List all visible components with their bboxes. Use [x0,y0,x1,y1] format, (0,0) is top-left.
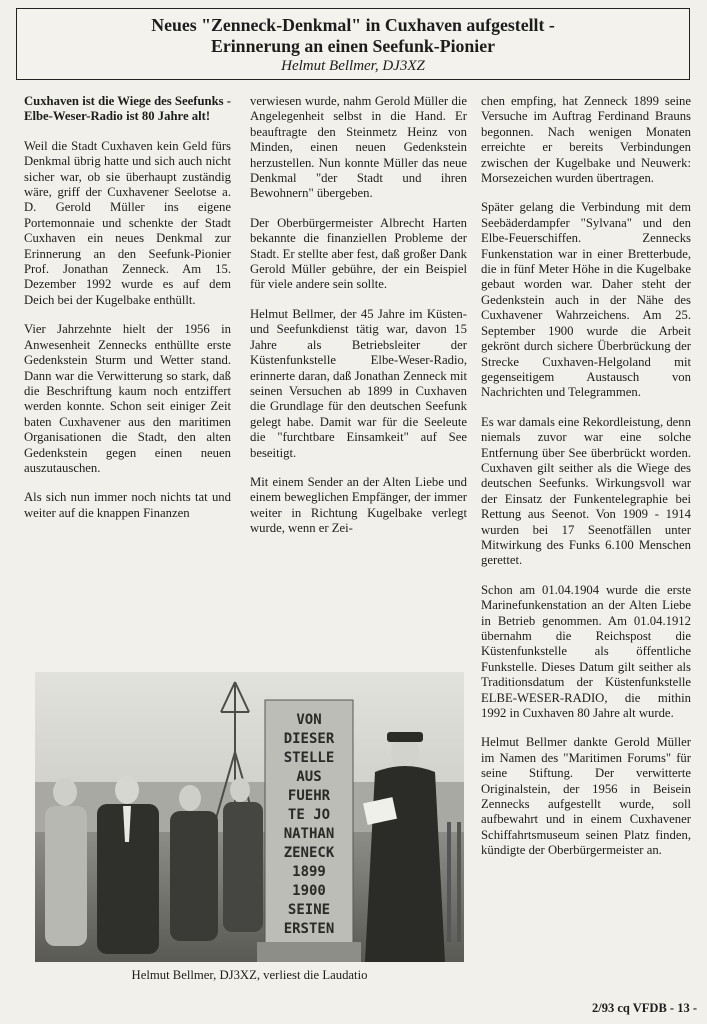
stone-inscription-line: DIESER [283,731,335,747]
article-header [16,8,690,80]
lead-paragraph: Cuxhaven ist die Wiege des Seefunks - Elbe-Weser-Radio ist 80 Jahre alt! [24,94,231,124]
stone-inscription-line: 1899 [292,864,326,880]
paragraph: Schon am 01.04.1904 wurde die erste Marinefunkenstation an der Alten Liebe in Betrieb genommen. Am 01.04.1912 übernahm die Reichspost die Küstenfunkstelle als öffentliche Funkstelle. Dieses Datum gilt seither als Traditionsdatum der Küstenfunkstelle ELBE-WESER-RADIO, die mithin 1992 in Cuxhaven 80 Jahre alt wurde. [481,582,691,721]
stone-inscription-line: VON [296,712,322,728]
ceremony-photo [35,672,464,962]
article-byline: Helmut Bellmer, DJ3XZ [281,58,425,74]
stone-inscription-line: TE JO [287,807,331,823]
stone-inscription-line: ERSTEN [283,921,335,937]
paragraph: verwiesen wurde, nahm Gerold Müller die Angelegenheit selbst in die Hand. Er beauftragte den Steinmetz Heinz von Minden, einen neuen Gedenkstein herzustellen. Nun konnte Müller das neue Denkmal "der Stadt und ihren Bewohnern" übergeben. [250,94,467,201]
stone-inscription-line: STELLE [283,750,335,766]
article-title-line2: Erinnerung an einen Seefunk-Pionier [210,36,496,56]
paragraph: Der Oberbürgermeister Albrecht Harten bekannte die finanziellen Probleme der Stadt. Er stellte aber fest, daß großer Dank Gerold Müller gebühre, der ein Beispiel für viele andere sein sollte. [250,215,467,292]
paragraph: Es war damals eine Rekordleistung, denn niemals zuvor war eine solche Entfernung über See überbrückt worden. Cuxhaven gilt seither als die Wiege des deutschen Seefunks. Wirkungsvoll war der Einsatz der Funkentelegraphie bei Rettung aus Seenot. Von 1909 - 1914 wurden bei 17 Seenotfällen unter Mitwirkung des Funks 6.100 Menschen gerettet. [481,414,691,568]
paragraph: Helmut Bellmer, der 45 Jahre im Küsten- und Seefunkdienst tätig war, davon 15 Jahre als Betriebsleiter der Küstenfunkstelle Elbe-Weser-Radio, erinnerte daran, daß Jonathan Zenneck mit seinen Versuchen ab 1899 in Cuxhaven die Grundlage für den deutschen Seefunk gelegt habe. Damit war für die Seeleute die "furchtbare Einsamkeit" auf See beseitigt. [250,306,467,460]
stone-inscription-line: AUS [296,769,322,785]
paragraph: Weil die Stadt Cuxhaven kein Geld fürs Denkmal übrig hatte und sich auch nicht sicher war, ob sie überhaupt zuständig wäre, griff der Cuxhavener Seelotse a. D. Gerold Müller ins eigene Portemonnaie und schenkte der Stadt Cuxhaven ein neues Denkmal zur Erinnerung an den Seefunk-Pionier Prof. Jonathan Zenneck. Am 15. Dezember 1992 wurde es auf dem Deich bei der Kugelbake enthüllt. [24,138,231,307]
stone-inscription-line: SEINE [287,902,331,918]
text-column-2 [250,94,467,551]
paragraph: Mit einem Sender an der Alten Liebe und einem beweglichen Empfänger, der immer weiter in Richtung Kugelbake verlegt wurde, wenn er Zei- [250,474,467,536]
stone-inscription-line: NATHAN [283,826,335,842]
stone-inscription-line: ZENECK [283,845,335,861]
memorial-stone [257,700,361,962]
photo-caption: Helmut Bellmer, DJ3XZ, verliest die Laudatio [131,968,368,982]
page-footer: 2/93 cq VFDB - 13 - [592,1001,697,1015]
stone-inscription-line: 1900 [292,883,326,899]
paragraph: Vier Jahrzehnte hielt der 1956 in Anwesenheit Zennecks enthüllte erste Gedenkstein Sturm und Wetter stand. Dann war die Verwitterung so stark, daß die Beschriftung kaum noch entziffert werden konnte. Schon seit einiger Zeit baten Cuxhavener aus den maritimen Organisationen die Stadt, den alten Gedenkstein gegen einen neuen auszutauschen. [24,322,231,475]
text-column-1 [24,94,231,535]
paragraph: Helmut Bellmer dankte Gerold Müller im Namen des "Maritimen Forums" für seine Stiftung. Der verwitterte Originalstein, der 1956 in Beisein Zennecks aufgestellt wurde, soll aufbewahrt und in einem Cuxhavener Schiffahrtsmuseum seinen Platz finden, kündigte der Oberbürgermeister an. [481,735,691,858]
paragraph: Als sich nun immer noch nichts tat und weiter auf die knappen Finanzen [24,490,231,520]
stone-inscription-line: FUEHR [287,788,331,804]
paragraph: Später gelang die Verbindung mit dem Seebäderdampfer "Sylvana" und den Elbe-Feuerschiffen. Zennecks Funkenstation war in einer Bretterbude, die in fünf Meter Höhe in die Kugelbake gebaut worden war. Daher steht der Gedenkstein auch in der Nähe des Cuxhavener Wahrzeichens. Am 25. September 1900 wurde die Arbeit gekrönt durch sichere Überbrückung der Strecke Cuxhaven-Helgoland mit gegenseitigem Austausch von Nachrichten und Telegrammen. [481,200,691,400]
paragraph: chen empfing, hat Zenneck 1899 seine Versuche im Auftrag Ferdinand Brauns begonnen. Nach wenigen Monaten erreichte er bereits Verbindungen zwischen der Kugelbake und Neuwerk: Morsezeichen wurden übertragen. [481,94,691,186]
text-column-3 [481,94,691,873]
article-title-line1: Neues "Zenneck-Denkmal" in Cuxhaven aufgestellt - [151,15,555,35]
